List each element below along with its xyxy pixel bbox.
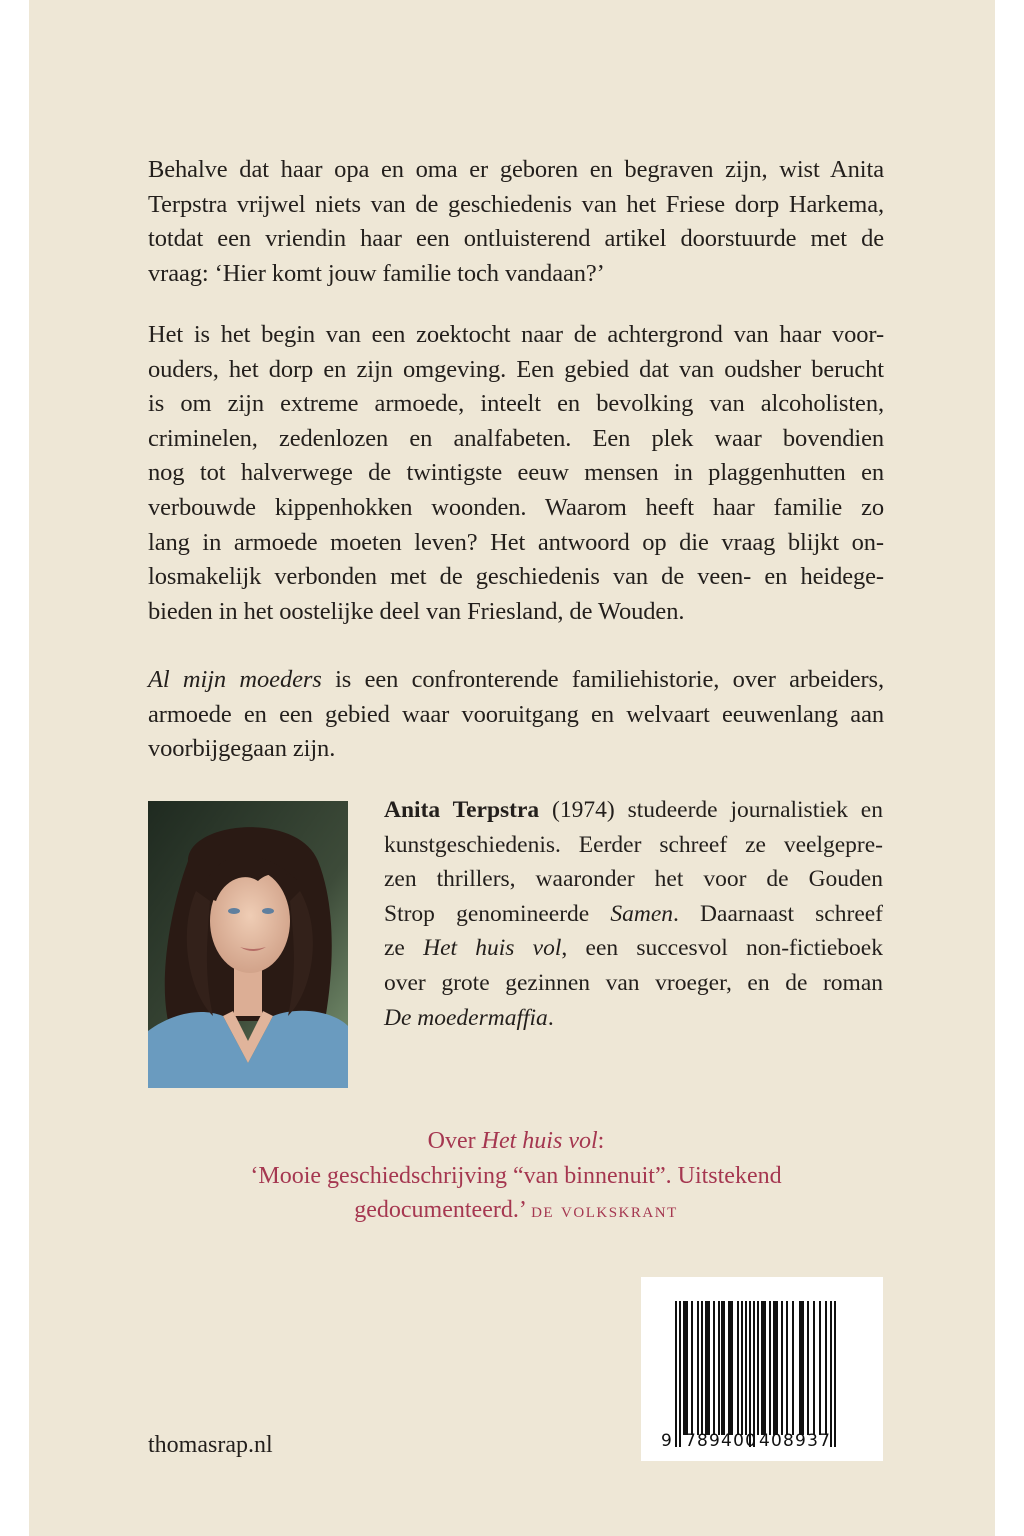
author-photo xyxy=(148,801,348,1088)
reviewed-book-title: Het huis vol xyxy=(481,1128,598,1154)
review-quote xyxy=(148,1124,884,1228)
book-title-italic: Samen xyxy=(610,900,674,927)
author-name: Anita Terpstra xyxy=(384,797,540,823)
bio-line xyxy=(384,1001,883,1036)
book-back-cover xyxy=(29,0,995,1536)
quote-line: ‘Mooie geschiedschrijving “van binnenuit”. Uitstekend xyxy=(250,1162,782,1189)
blurb-line: ouders, het dorp en zijn omgeving. Een gebied dat van oudsher berucht xyxy=(148,355,884,383)
blurb-line: totdat een vriendin haar een ontluisterend artikel doorstuurde met de xyxy=(148,225,884,253)
blurb-line: nog tot halverwege de twintigste eeuw mensen in plaggenhutten en xyxy=(148,459,884,487)
blurb-paragraph-2 xyxy=(148,318,884,629)
blurb-line: lang in armoede moeten leven? Het antwoord op die vraag blijkt on- xyxy=(148,528,884,556)
blurb-line: voorbijgegaan zijn. xyxy=(148,735,336,763)
review-intro-text: : xyxy=(597,1128,605,1154)
bio-text: ze xyxy=(384,935,424,962)
bio-line: over grote gezinnen van vroeger, en de roman xyxy=(384,969,883,996)
blurb-text: is een confronterende familiehistorie, over arbeiders, xyxy=(321,666,885,693)
book-title-italic: Het huis vol xyxy=(423,935,562,962)
blurb-line: Het is het begin van een zoektocht naar de achtergrond van haar voor- xyxy=(148,321,884,348)
book-title-italic: De moedermaffia xyxy=(384,1004,548,1031)
blurb-line: verbouwde kippenhokken woonden. Waarom heeft haar familie zo xyxy=(148,493,884,521)
blurb-line: bieden in het oostelijke deel van Friesland, de Wouden. xyxy=(148,597,685,625)
publisher-website[interactable]: thomasrap.nl xyxy=(148,1432,273,1458)
blurb-paragraph-3 xyxy=(148,663,884,767)
blurb-paragraph-1 xyxy=(148,153,884,291)
quote-line xyxy=(148,1193,884,1228)
bio-line: zen thrillers, waaronder het voor de Gouden xyxy=(384,866,883,893)
bio-text: (1974) studeerde journalistiek en xyxy=(539,797,883,823)
blurb-line xyxy=(148,663,884,698)
isbn-right-group: 408937 xyxy=(759,1431,832,1451)
review-intro-text: Over xyxy=(427,1128,482,1154)
author-portrait-illustration xyxy=(148,801,348,1088)
author-bio xyxy=(384,793,883,1035)
bio-line xyxy=(384,897,883,932)
isbn-barcode xyxy=(641,1277,883,1461)
bio-text: . xyxy=(547,1004,554,1031)
blurb-line: losmakelijk verbonden met de geschiedenis van de veen- en heidege- xyxy=(148,563,884,591)
quote-text: gedocumenteerd.’ xyxy=(354,1197,532,1224)
bio-text: , een succesvol non-fictieboek xyxy=(561,935,883,962)
bio-line: kunstgeschiedenis. Eerder schreef ze veelgepre- xyxy=(384,831,883,858)
book-title-italic: Al mijn moeders xyxy=(148,666,322,693)
isbn-left-group: 789400 xyxy=(685,1431,758,1451)
blurb-line: criminelen, zedenlozen en analfabeten. Een plek waar bovendien xyxy=(148,424,884,452)
blurb-line: vraag: ‘Hier komt jouw familie toch vandaan?’ xyxy=(148,259,605,287)
review-intro xyxy=(148,1124,884,1159)
bio-line xyxy=(384,793,883,828)
isbn-first-digit: 9 xyxy=(661,1431,674,1451)
review-source: de volkskrant xyxy=(531,1197,678,1223)
blurb-line: Terpstra vrijwel niets van de geschiedenis van het Friese dorp Harkema, xyxy=(148,190,884,218)
blurb-line: armoede en een gebied waar vooruitgang en welvaart eeuwenlang aan xyxy=(148,700,884,728)
bio-text: . Daarnaast schreef xyxy=(673,900,883,927)
blurb-line: Behalve dat haar opa en oma er geboren en begraven zijn, wist Anita xyxy=(148,156,884,183)
bio-line xyxy=(384,931,883,966)
blurb-line: is om zijn extreme armoede, inteelt en bevolking van alcoholisten, xyxy=(148,390,884,418)
bio-text: Strop genomineerde xyxy=(384,900,611,927)
